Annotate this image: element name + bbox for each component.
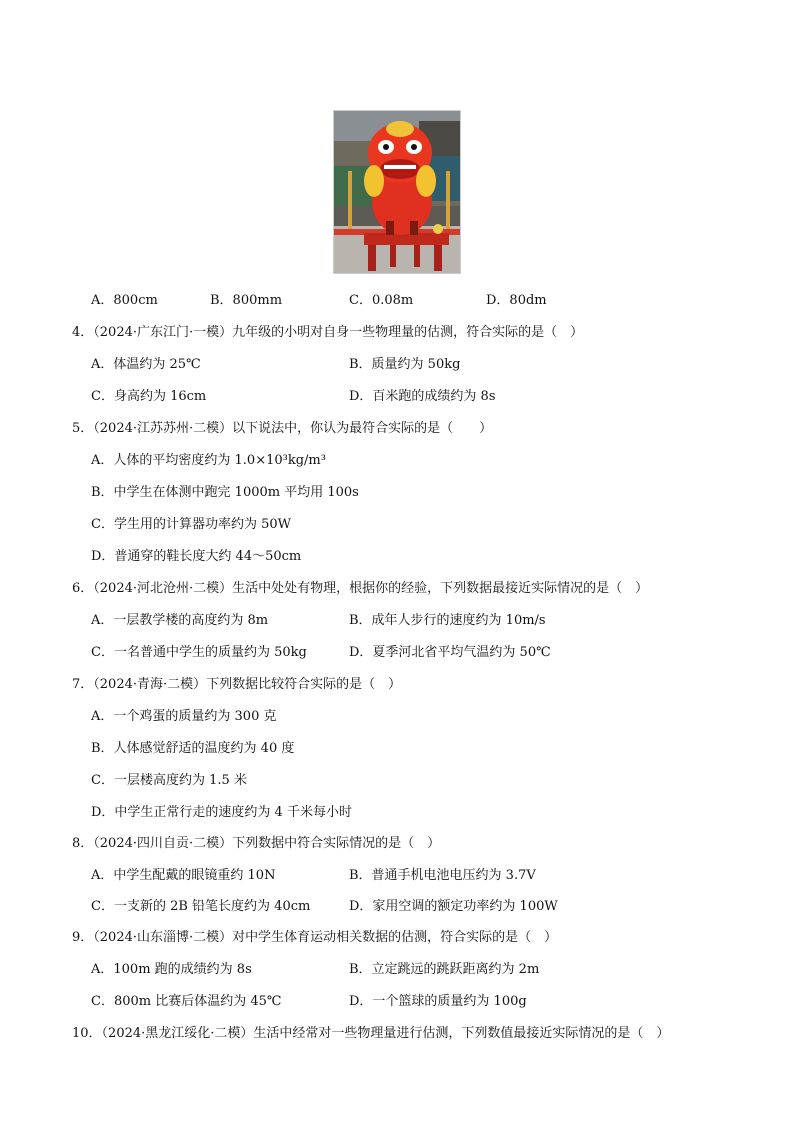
q9-option-a: A．100m 跑的成绩约为 8s [91, 962, 252, 977]
question-9-stem: 9．（2024·山东淄博·二模）对中学生体育运动相关数据的估测，符合实际的是（ ） [72, 930, 558, 945]
q6-option-c: C．一名普通中学生的质量约为 50kg [91, 645, 307, 660]
q3-option-d: D．80dm [486, 293, 547, 308]
q8-option-a: A．中学生配戴的眼镜重约 10N [91, 868, 276, 883]
q3-option-a: A．800cm [91, 293, 158, 308]
question-5-stem: 5．（2024·江苏苏州·二模）以下说法中，你认为最符合实际的是（ ） [72, 421, 493, 436]
question-8-stem: 8．（2024·四川自贡·二模）下列数据中符合实际情况的是（ ） [72, 836, 441, 851]
q5-option-a: A．人体的平均密度约为 1.0×10³kg/m³ [91, 453, 326, 468]
q3-option-b: B．800mm [210, 293, 283, 308]
question-4-stem: 4．（2024·广东江门·一模）九年级的小明对自身一些物理量的估测，符合实际的是（ ） [72, 325, 584, 340]
q4-option-c: C．身高约为 16cm [91, 389, 207, 404]
q6-option-a: A．一层教学楼的高度约为 8m [91, 613, 269, 628]
q7-option-a: A．一个鸡蛋的质量约为 300 克 [91, 709, 277, 724]
q8-option-b: B．普通手机电池电压约为 3.7V [349, 868, 536, 883]
q5-option-d: D．普通穿的鞋长度大约 44～50cm [91, 549, 302, 564]
q4-option-b: B．质量约为 50kg [349, 357, 461, 372]
q4-option-a: A．体温约为 25℃ [91, 357, 201, 372]
q7-option-d: D．中学生正常行走的速度约为 4 千米每小时 [91, 805, 352, 820]
q5-option-c: C．学生用的计算器功率约为 50W [91, 517, 291, 532]
q7-option-c: C．一层楼高度约为 1.5 米 [91, 773, 247, 788]
q4-option-d: D．百米跑的成绩约为 8s [349, 389, 496, 404]
question-10-stem: 10．（2024·黑龙江绥化·二模）生活中经常对一些物理量进行估测，下列数值最接近实际情况的是（ ） [72, 1026, 670, 1041]
q6-option-d: D．夏季河北省平均气温约为 50℃ [349, 645, 551, 660]
q7-option-b: B．人体感觉舒适的温度约为 40 度 [91, 741, 295, 756]
q8-option-d: D．家用空调的额定功率约为 100W [349, 899, 558, 914]
question-6-stem: 6．（2024·河北沧州·二模）生活中处处有物理，根据你的经验，下列数据最接近实际情况的是（ ） [72, 581, 649, 596]
lion-dance-photo [333, 110, 461, 274]
q6-option-b: B．成年人步行的速度约为 10m/s [349, 613, 546, 628]
q9-option-d: D．一个篮球的质量约为 100g [349, 994, 527, 1009]
q3-option-c: C．0.08m [349, 293, 414, 308]
q5-option-b: B．中学生在体测中跑完 1000m 平均用 100s [91, 485, 359, 500]
q8-option-c: C．一支新的 2B 铅笔长度约为 40cm [91, 899, 311, 914]
q9-option-c: C．800m 比赛后体温约为 45℃ [91, 994, 282, 1009]
question-7-stem: 7．（2024·青海·二模）下列数据比较符合实际的是（ ） [72, 677, 402, 692]
q9-option-b: B．立定跳远的跳跃距离约为 2m [349, 962, 540, 977]
